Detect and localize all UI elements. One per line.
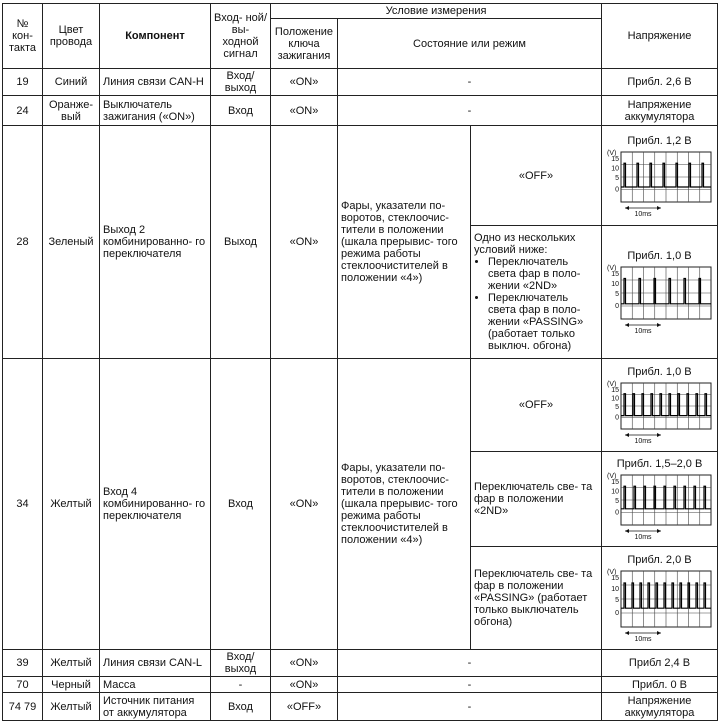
io-signal: Выход bbox=[211, 126, 271, 359]
scope-tick-label: 15 bbox=[610, 387, 619, 394]
ignition-position: «ON» bbox=[271, 359, 338, 650]
bullet-item: • Переключатель света фар в поло- жении «2ND» bbox=[488, 256, 598, 292]
io-signal: Вход bbox=[211, 359, 271, 650]
table-row bbox=[3, 650, 718, 677]
bullet-item: • Переключатель света фар в поло- жении «PASSING» (работает только выключ. обгона) bbox=[488, 292, 598, 352]
header-component: Компонент bbox=[100, 4, 211, 69]
scope-tick-label: 10 bbox=[610, 586, 619, 593]
state-intro: Одно из нескольких условий ниже: bbox=[474, 232, 576, 256]
scope-time-label: 10ms bbox=[633, 534, 652, 541]
io-signal: Вход/ выход bbox=[211, 650, 271, 677]
pin-number: 19 bbox=[3, 69, 43, 96]
scope-tick-label: 10 bbox=[610, 395, 619, 403]
oscilloscope-waveform bbox=[607, 148, 713, 218]
wire-color: Зеленый bbox=[43, 126, 100, 359]
wire-color: Желтый bbox=[43, 359, 100, 650]
scope-tick-label: 10 bbox=[610, 488, 619, 496]
component-name: Линия связи CAN-L bbox=[100, 650, 211, 677]
voltage-value: Прибл. 0 В bbox=[602, 677, 718, 693]
scope-tick-label: 5 bbox=[614, 404, 619, 411]
state-sub bbox=[471, 226, 602, 359]
scope-grid bbox=[621, 267, 711, 319]
scope-tick-label: 15 bbox=[610, 155, 619, 163]
voltage-cell bbox=[602, 452, 718, 547]
component-name: Вход 4 комбинированно- го переключателя bbox=[100, 359, 211, 650]
table-row bbox=[3, 693, 718, 721]
scope-trace bbox=[621, 486, 711, 509]
table-row bbox=[3, 359, 718, 452]
scope-time-label: 10ms bbox=[633, 636, 652, 643]
wire-color: Желтый bbox=[43, 693, 100, 721]
oscilloscope-waveform bbox=[607, 567, 713, 643]
scope-trace bbox=[621, 583, 711, 608]
oscilloscope-waveform bbox=[607, 379, 713, 445]
scope-time-marker bbox=[625, 323, 661, 327]
io-signal: - bbox=[211, 677, 271, 693]
scope-tick-label: 15 bbox=[610, 479, 619, 486]
state-sub: «OFF» bbox=[471, 126, 602, 226]
wire-color: Синий bbox=[43, 69, 100, 96]
scope-unit-label: (V) bbox=[606, 569, 616, 576]
state-mode: - bbox=[338, 650, 602, 677]
scope-time-marker bbox=[625, 631, 661, 635]
scope-tick-label: 0 bbox=[614, 414, 619, 422]
scope-tick-label: 15 bbox=[610, 575, 619, 582]
header-wire-color: Цвет провода bbox=[43, 4, 100, 69]
pin-number: 24 bbox=[3, 96, 43, 126]
header-measure-condition: Условие измерения bbox=[271, 4, 602, 19]
voltage-cell bbox=[602, 547, 718, 650]
ignition-position: «ON» bbox=[271, 69, 338, 96]
voltage-cell bbox=[602, 226, 718, 359]
scope-time-marker bbox=[625, 529, 661, 533]
scope-tick-label: 5 bbox=[614, 291, 619, 298]
oscilloscope-waveform bbox=[607, 471, 713, 541]
scope-time-label: 10ms bbox=[633, 438, 652, 445]
state-mode: - bbox=[338, 693, 602, 721]
voltage-cell bbox=[602, 126, 718, 226]
wire-color: Черный bbox=[43, 677, 100, 693]
header-contact-no: № кон- такта bbox=[3, 4, 43, 69]
component-name: Выключатель зажигания («ON») bbox=[100, 96, 211, 126]
voltage-value: Прибл. 2,6 В bbox=[602, 69, 718, 96]
scope-tick-label: 5 bbox=[614, 174, 619, 182]
header-state-mode: Состояние или режим bbox=[338, 19, 602, 69]
pin-number: 28 bbox=[3, 126, 43, 359]
io-signal: Вход bbox=[211, 693, 271, 721]
scope-tick-label: 5 bbox=[614, 597, 619, 604]
oscilloscope-waveform bbox=[607, 263, 713, 335]
voltage-value: Прибл. 1,0 В bbox=[627, 250, 692, 262]
table-row bbox=[3, 126, 718, 226]
io-signal: Вход/ выход bbox=[211, 69, 271, 96]
scope-tick-label: 0 bbox=[614, 186, 619, 193]
state-bullets bbox=[474, 256, 598, 352]
io-signal: Вход bbox=[211, 96, 271, 126]
state-main: Фары, указатели по- воротов, стеклоочис- тители в положении (шкала прерывис- того режима работы стеклоочистителей в положении «4») bbox=[338, 359, 471, 650]
header-io-signal: Вход- ной/вы- ходной сигнал bbox=[211, 4, 271, 69]
scope-tick-label: 0 bbox=[614, 303, 619, 310]
scope-time-label: 10ms bbox=[633, 328, 652, 335]
scope-tick-label: 0 bbox=[614, 610, 619, 617]
scope-unit-label: (V) bbox=[606, 473, 616, 480]
scope-unit-label: (V) bbox=[606, 149, 616, 157]
ignition-position: «ON» bbox=[271, 650, 338, 677]
scope-time-label: 10ms bbox=[633, 210, 652, 218]
wire-color: Желтый bbox=[43, 650, 100, 677]
scope-time-marker bbox=[625, 206, 661, 210]
component-name: Линия связи CAN-H bbox=[100, 69, 211, 96]
component-name: Масса bbox=[100, 677, 211, 693]
pin-number: 70 bbox=[3, 677, 43, 693]
state-mode: - bbox=[338, 69, 602, 96]
pin-number: 39 bbox=[3, 650, 43, 677]
voltage-value: Прибл. 1,5–2,0 В bbox=[616, 458, 703, 470]
scope-unit-label: (V) bbox=[606, 381, 616, 388]
ignition-position: «ON» bbox=[271, 677, 338, 693]
table-row bbox=[3, 96, 718, 126]
ignition-position: «ON» bbox=[271, 126, 338, 359]
component-name: Источник питания от аккумулятора bbox=[100, 693, 211, 721]
ignition-position: «ON» bbox=[271, 96, 338, 126]
voltage-value: Напряжение аккумулятора bbox=[602, 96, 718, 126]
voltage-value: Прибл 2,4 В bbox=[602, 650, 718, 677]
scope-time-marker bbox=[625, 433, 661, 437]
pin-voltage-table bbox=[2, 3, 718, 721]
scope-unit-label: (V) bbox=[606, 265, 616, 272]
voltage-value: Прибл. 2,0 В bbox=[627, 554, 692, 566]
state-sub: Переключатель све- та фар в положении «2ND» bbox=[471, 452, 602, 547]
voltage-cell bbox=[602, 359, 718, 452]
table-row bbox=[3, 69, 718, 96]
scope-tick-label: 5 bbox=[614, 498, 619, 505]
pin-number: 74 79 bbox=[3, 693, 43, 721]
header-voltage: Напряжение bbox=[602, 4, 718, 69]
ignition-position: «OFF» bbox=[271, 693, 338, 721]
voltage-value: Прибл. 1,2 В bbox=[627, 134, 692, 147]
state-mode: - bbox=[338, 96, 602, 126]
state-main: Фары, указатели по- воротов, стеклоочис- тители в положении (шкала прерывис- того режима работы стеклоочистителей в положении «4») bbox=[338, 126, 471, 359]
state-sub: «OFF» bbox=[471, 359, 602, 452]
voltage-value: Напряжение аккумулятора bbox=[602, 693, 718, 721]
scope-tick-label: 15 bbox=[610, 271, 619, 278]
scope-tick-label: 10 bbox=[610, 281, 619, 288]
header-ignition-position: Положение ключа зажигания bbox=[271, 19, 338, 69]
table-row bbox=[3, 677, 718, 693]
wire-color: Оранже- вый bbox=[43, 96, 100, 126]
pin-number: 34 bbox=[3, 359, 43, 650]
scope-grid bbox=[621, 152, 711, 202]
voltage-value: Прибл. 1,0 В bbox=[627, 366, 692, 378]
scope-tick-label: 0 bbox=[614, 509, 619, 517]
component-name: Выход 2 комбинированно- го переключателя bbox=[100, 126, 211, 359]
state-sub: Переключатель све- та фар в положении «PASSING» (работает только выключатель обгона) bbox=[471, 547, 602, 650]
state-mode: - bbox=[338, 677, 602, 693]
scope-tick-label: 10 bbox=[610, 165, 619, 172]
